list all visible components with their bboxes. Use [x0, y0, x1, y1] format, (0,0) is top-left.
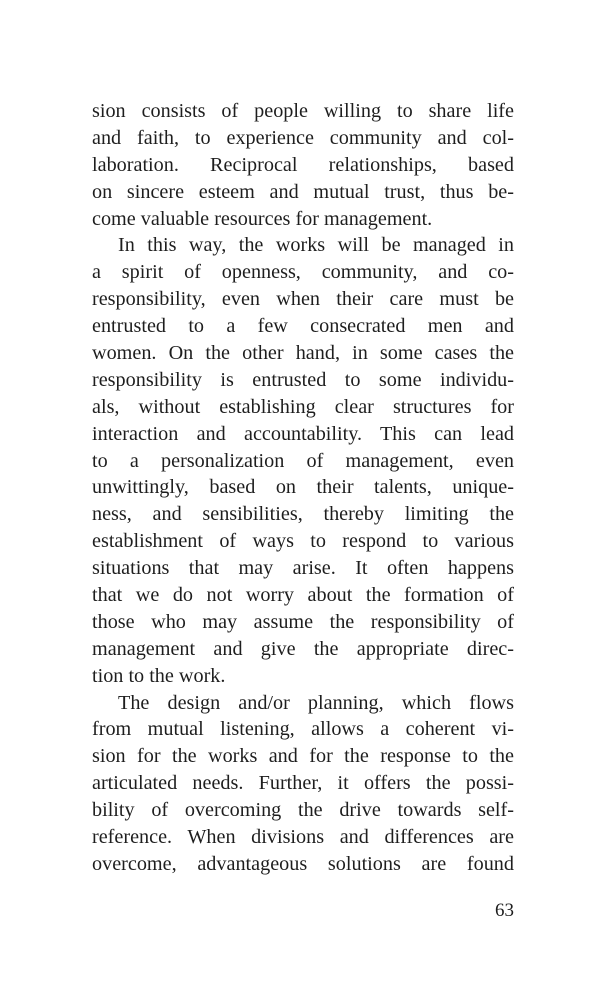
page-body [92, 98, 514, 878]
text-line: responsibility is entrusted to some individu- [92, 368, 514, 391]
text-line: that we do not worry about the formation of [92, 584, 514, 607]
text-line: on sincere esteem and mutual trust, thus be- [92, 180, 514, 203]
paragraph-2 [92, 232, 514, 689]
text-line: ness, and sensibilities, thereby limiting the [92, 503, 514, 526]
text-line: responsibility, even when their care must be [92, 288, 514, 311]
text-line: laboration. Reciprocal relationships, based [92, 153, 514, 176]
text-line: entrusted to a few consecrated men and [92, 315, 514, 338]
text-line: overcome, advantageous solutions are found [92, 852, 514, 875]
text-line: tion to the work. [92, 664, 226, 687]
text-line: and faith, to experience community and col- [92, 126, 514, 149]
paragraph-1 [92, 98, 514, 232]
text-line: women. On the other hand, in some cases the [92, 342, 514, 365]
text-line: come valuable resources for management. [92, 207, 433, 230]
text-line: those who may assume the responsibility of [92, 610, 514, 633]
text-line: articulated needs. Further, it offers the possi- [92, 772, 514, 795]
text-line: unwittingly, based on their talents, unique- [92, 476, 514, 499]
text-line: interaction and accountability. This can lead [92, 422, 514, 445]
paragraph-3 [92, 690, 514, 878]
text-line: establishment of ways to respond to various [92, 530, 514, 553]
text-line: situations that may arise. It often happens [92, 557, 514, 580]
text-line: als, without establishing clear structures for [92, 395, 514, 418]
text-line: sion for the works and for the response to the [92, 745, 514, 768]
text-line: sion consists of people willing to share life [92, 100, 514, 122]
text-line: bility of overcoming the drive towards self- [92, 799, 514, 822]
text-line: In this way, the works will be managed in [118, 234, 514, 257]
text-line: to a personalization of management, even [92, 449, 514, 472]
text-line: The design and/or planning, which flows [118, 691, 514, 714]
page-number: 63 [495, 900, 514, 921]
text-line: reference. When divisions and differences are [92, 826, 514, 849]
text-line: from mutual listening, allows a coherent vi- [92, 718, 514, 741]
text-line: management and give the appropriate direc- [92, 637, 514, 660]
text-line: a spirit of openness, community, and co- [92, 261, 514, 284]
